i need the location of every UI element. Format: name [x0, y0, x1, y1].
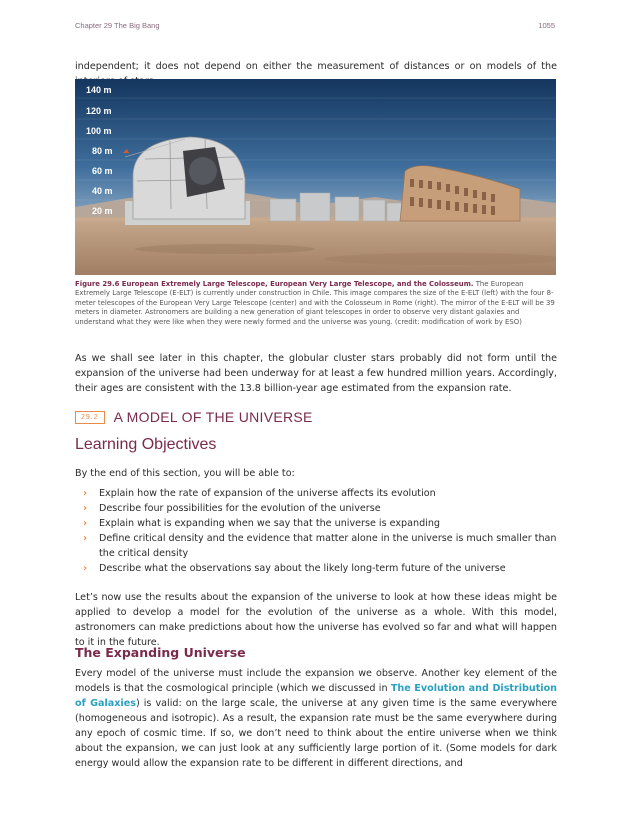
paragraph: Every model of the universe must include the expansion we observe. Another key element of the models is that the cosmological principle (which we discussed in The Evolution and Distribution of Galaxies) is valid: on the large scale, the universe at any given time is the same everywhere (homogeneous and isotropic). As a result, the expansion rate must be the same everywhere during any epoch of cosmic time. If so, we don’t need to think about the entire universe when we think about the expansion, we can just look at any sufficiently large portion of it. (Some models for dark energy would allow the expansion rate to be different in different directions, and: [75, 668, 558, 769]
page-number: 1055: [538, 21, 555, 30]
scale-label: 120 m: [86, 106, 112, 116]
scale-label: 20 m: [92, 206, 113, 216]
list-item: › Describe four possibilities for the evolution of the universe: [83, 502, 557, 517]
figure-caption-text: The European Extremely Large Telescope (E-ELT) is currently under construction in Chile. This image compares the size of the E-ELT (left) with the four 8-meter telescopes of the European Very Large Telescope (center) and with the Colosseum in Rome (right). The mirror of the E-ELT will be 39 meters in diameter. Astronomers are building a new generation of giant telescopes in order to observe very distant galaxies and understand what they were like when they were newly formed and the universe was young. (credit: modification of work by ESO): [75, 280, 555, 326]
scale-label: 100 m: [86, 126, 112, 136]
figure-caption-title: Figure 29.6 European Extremely Large Telescope, European Very Large Telescope, and the Colosseum.: [75, 280, 474, 288]
list-item: › Describe what the observations say about the likely long-term future of the universe: [83, 562, 557, 577]
section-number: 29.2: [75, 411, 105, 424]
chevron-right-icon: ›: [83, 488, 88, 499]
paragraph: As we shall see later in this chapter, the globular cluster stars probably did not form until the expansion of the universe had been underway for at least a few hundred million years. Accordingly, their ages are consistent with the 13.8 billion-year age estimated from the expansion rate.: [75, 353, 557, 394]
telescope-comparison-image: [75, 79, 556, 275]
chevron-right-icon: ›: [83, 517, 88, 529]
figure-caption: [75, 280, 557, 327]
learning-objectives-intro: By the end of this section, you will be able to:: [75, 468, 295, 479]
intro-line: independent; it does not depend on either the measurement of distances or on models of the: [75, 61, 557, 72]
chevron-right-icon: ›: [83, 562, 88, 574]
list-item: › Explain how the rate of expansion of the universe affects its evolution: [83, 487, 557, 502]
learning-objectives-title: Learning Objectives: [75, 436, 217, 453]
list-item: › Explain what is expanding when we say that the universe is expanding: [83, 517, 557, 532]
scale-label: 80 m: [92, 146, 113, 156]
scale-label: 140 m: [86, 85, 112, 95]
subsection-title: The Expanding Universe: [75, 645, 246, 660]
chevron-right-icon: ›: [83, 502, 88, 514]
cross-reference-link[interactable]: The Evolution and Distribution of Galaxies: [75, 683, 558, 709]
chevron-right-icon: ›: [83, 532, 88, 544]
list-item: › Define critical density and the evidence that matter alone in the universe is much smaller than the critical density: [83, 532, 557, 559]
scale-label: 40 m: [92, 186, 113, 196]
section-heading: [75, 405, 313, 429]
scale-label: 60 m: [92, 166, 113, 176]
learning-objectives-list: [83, 487, 557, 576]
running-header-chapter: Chapter 29 The Big Bang: [75, 21, 160, 30]
figure-telescope-comparison: [75, 79, 556, 275]
paragraph: Let’s now use the results about the expansion of the universe to look at how these ideas might be applied to develop a model for the evolution of the universe as a whole. With this model, astronomers can make predictions about how the universe has evolved so far and what will happen to it in the future.: [75, 592, 557, 648]
section-title: A MODEL OF THE UNIVERSE: [113, 409, 313, 425]
